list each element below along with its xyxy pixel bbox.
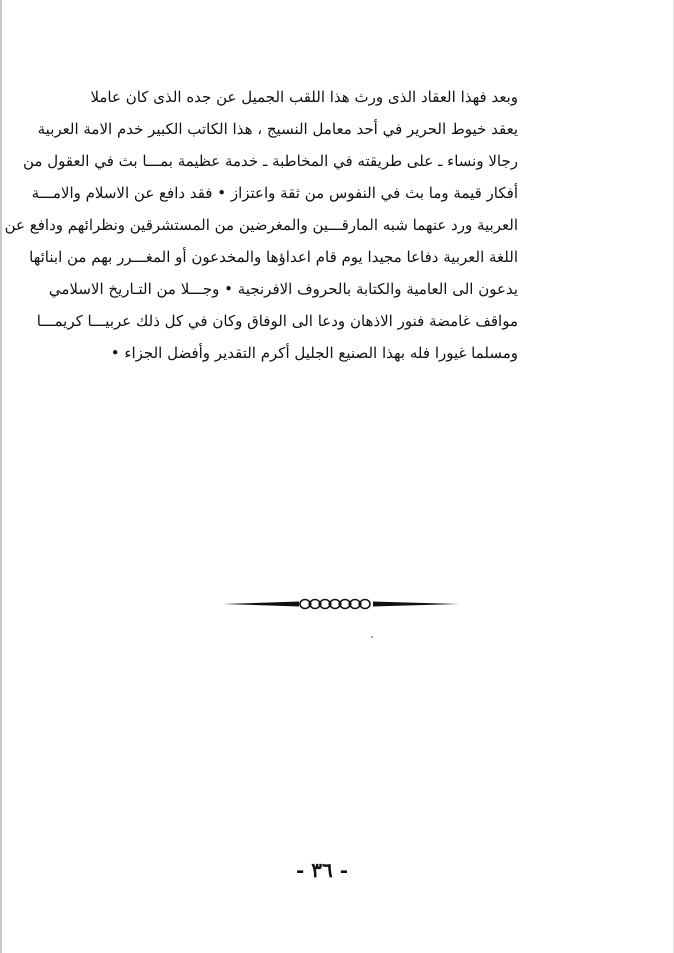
ornament-divider <box>223 596 459 612</box>
text-line-6: اللغة العربية دفاعا مجيدا يوم قام اعداؤها والمخدعون أو المغـــرر بهم من ابنائها <box>29 248 518 266</box>
text-line-4: أفكار قيمة وما بث في النفوس من ثقة واعتزاز • فقد دافع عن الاسلام والامـــة <box>31 184 518 202</box>
page-number: - ٣٦ - <box>295 858 348 882</box>
text-line-9: ومسلما غيورا فله بهذا الصنيع الجليل أكرم التقدير وأفضل الجزاء • <box>110 344 518 362</box>
text-line-3: رجالا ونساء ـ على طريقته في المخاطبة ـ خدمة عظيمة بمـــا بث في العقول من <box>23 152 518 170</box>
text-line-8: مواقف غامضة فنور الاذهان ودعا الى الوفاق وكان في كل ذلك عربيـــا كريمـــا <box>36 312 518 330</box>
text-line-1: وبعد فهذا العقاد الذى ورث هذا اللقب الجميل عن جده الذى كان عاملا <box>90 88 518 106</box>
text-line-7: يدعون الى العامية والكتابة بالحروف الافرنجية • وجـــلا من التـاريخ الاسلامي <box>48 280 518 298</box>
body-text <box>4 81 518 369</box>
text-line-5: العربية ورد عنهما شبه المارقـــين والمغرضين من المستشرقين ونظرائهم ودافع عن <box>4 216 518 234</box>
text-line-2: يعقد خيوط الحرير في أحد معامل النسيج ، هذا الكاتب الكبير خدم الامة العربية <box>37 120 518 138</box>
paper-speck <box>371 636 373 638</box>
